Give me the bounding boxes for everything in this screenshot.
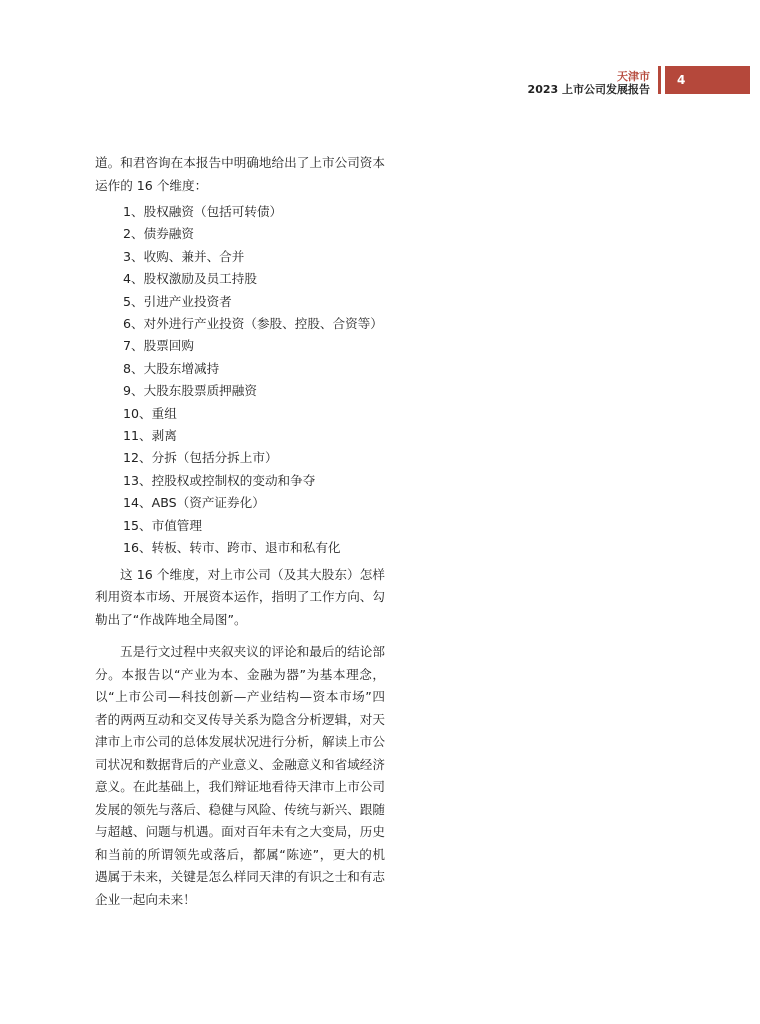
list-item: 15、市值管理 bbox=[123, 517, 202, 533]
summary-paragraph: 这 16 个维度，对上市公司（及其大股东）怎样利用资本市场、开展资本运作，指明了工作方向、勾勒出了“作战阵地全局图”。 bbox=[95, 566, 385, 627]
page-content bbox=[95, 152, 385, 911]
list-item: 5、引进产业投资者 bbox=[123, 293, 232, 309]
list-item: 12、分拆（包括分拆上市） bbox=[123, 450, 278, 466]
list-item: 9、大股东股票质押融资 bbox=[123, 383, 257, 399]
list-item: 3、收购、兼并、合并 bbox=[123, 248, 245, 264]
dimension-list bbox=[95, 201, 385, 560]
list-item: 11、剥离 bbox=[123, 428, 177, 444]
list-item: 4、股权激励及员工持股 bbox=[123, 271, 257, 287]
conclusion-paragraph: 五是行文过程中夹叙夹议的评论和最后的结论部分。本报告以“产业为本、金融为器”为基本理念，以“上市公司—科技创新—产业结构—资本市场”四者的两两互动和交叉传导关系为隐含分析逻辑，对天津市上市公司的总体发展状况进行分析，解读上市公司状况和数据背后的产业意义、金融意义和省域经济意义。在此基础上，我们辩证地看待天津市上市公司发展的领先与落后、稳健与风险、传统与新兴、跟随与超越、问题与机遇。面对百年未有之大变局，历史和当前的所谓领先或落后，都属“陈迹”，更大的机遇属于未来，关键是怎么样同天津的有识之士和有志企业一起向未来！ bbox=[95, 644, 385, 907]
list-item: 2、债券融资 bbox=[123, 226, 194, 242]
header-city: 天津市 bbox=[617, 70, 650, 83]
list-item: 1、股权融资（包括可转债） bbox=[123, 204, 283, 219]
list-item: 14、ABS（资产证券化） bbox=[123, 495, 265, 511]
list-item: 10、重组 bbox=[123, 405, 177, 421]
header-divider bbox=[658, 66, 661, 94]
list-item: 8、大股东增减持 bbox=[123, 360, 220, 376]
list-item: 16、转板、转市、跨市、退市和私有化 bbox=[123, 540, 341, 556]
list-item: 6、对外进行产业投资（参股、控股、合资等） bbox=[123, 316, 383, 332]
intro-paragraph: 道。和君咨询在本报告中明确地给出了上市公司资本运作的 16 个维度： bbox=[95, 155, 385, 193]
list-item: 7、股票回购 bbox=[123, 338, 194, 354]
list-item: 13、控股权或控制权的变动和争夺 bbox=[123, 472, 316, 488]
paragraph-gap bbox=[95, 631, 385, 641]
page-number: 4 bbox=[665, 66, 750, 94]
header-report-title: 2023 上市公司发展报告 bbox=[527, 83, 650, 96]
